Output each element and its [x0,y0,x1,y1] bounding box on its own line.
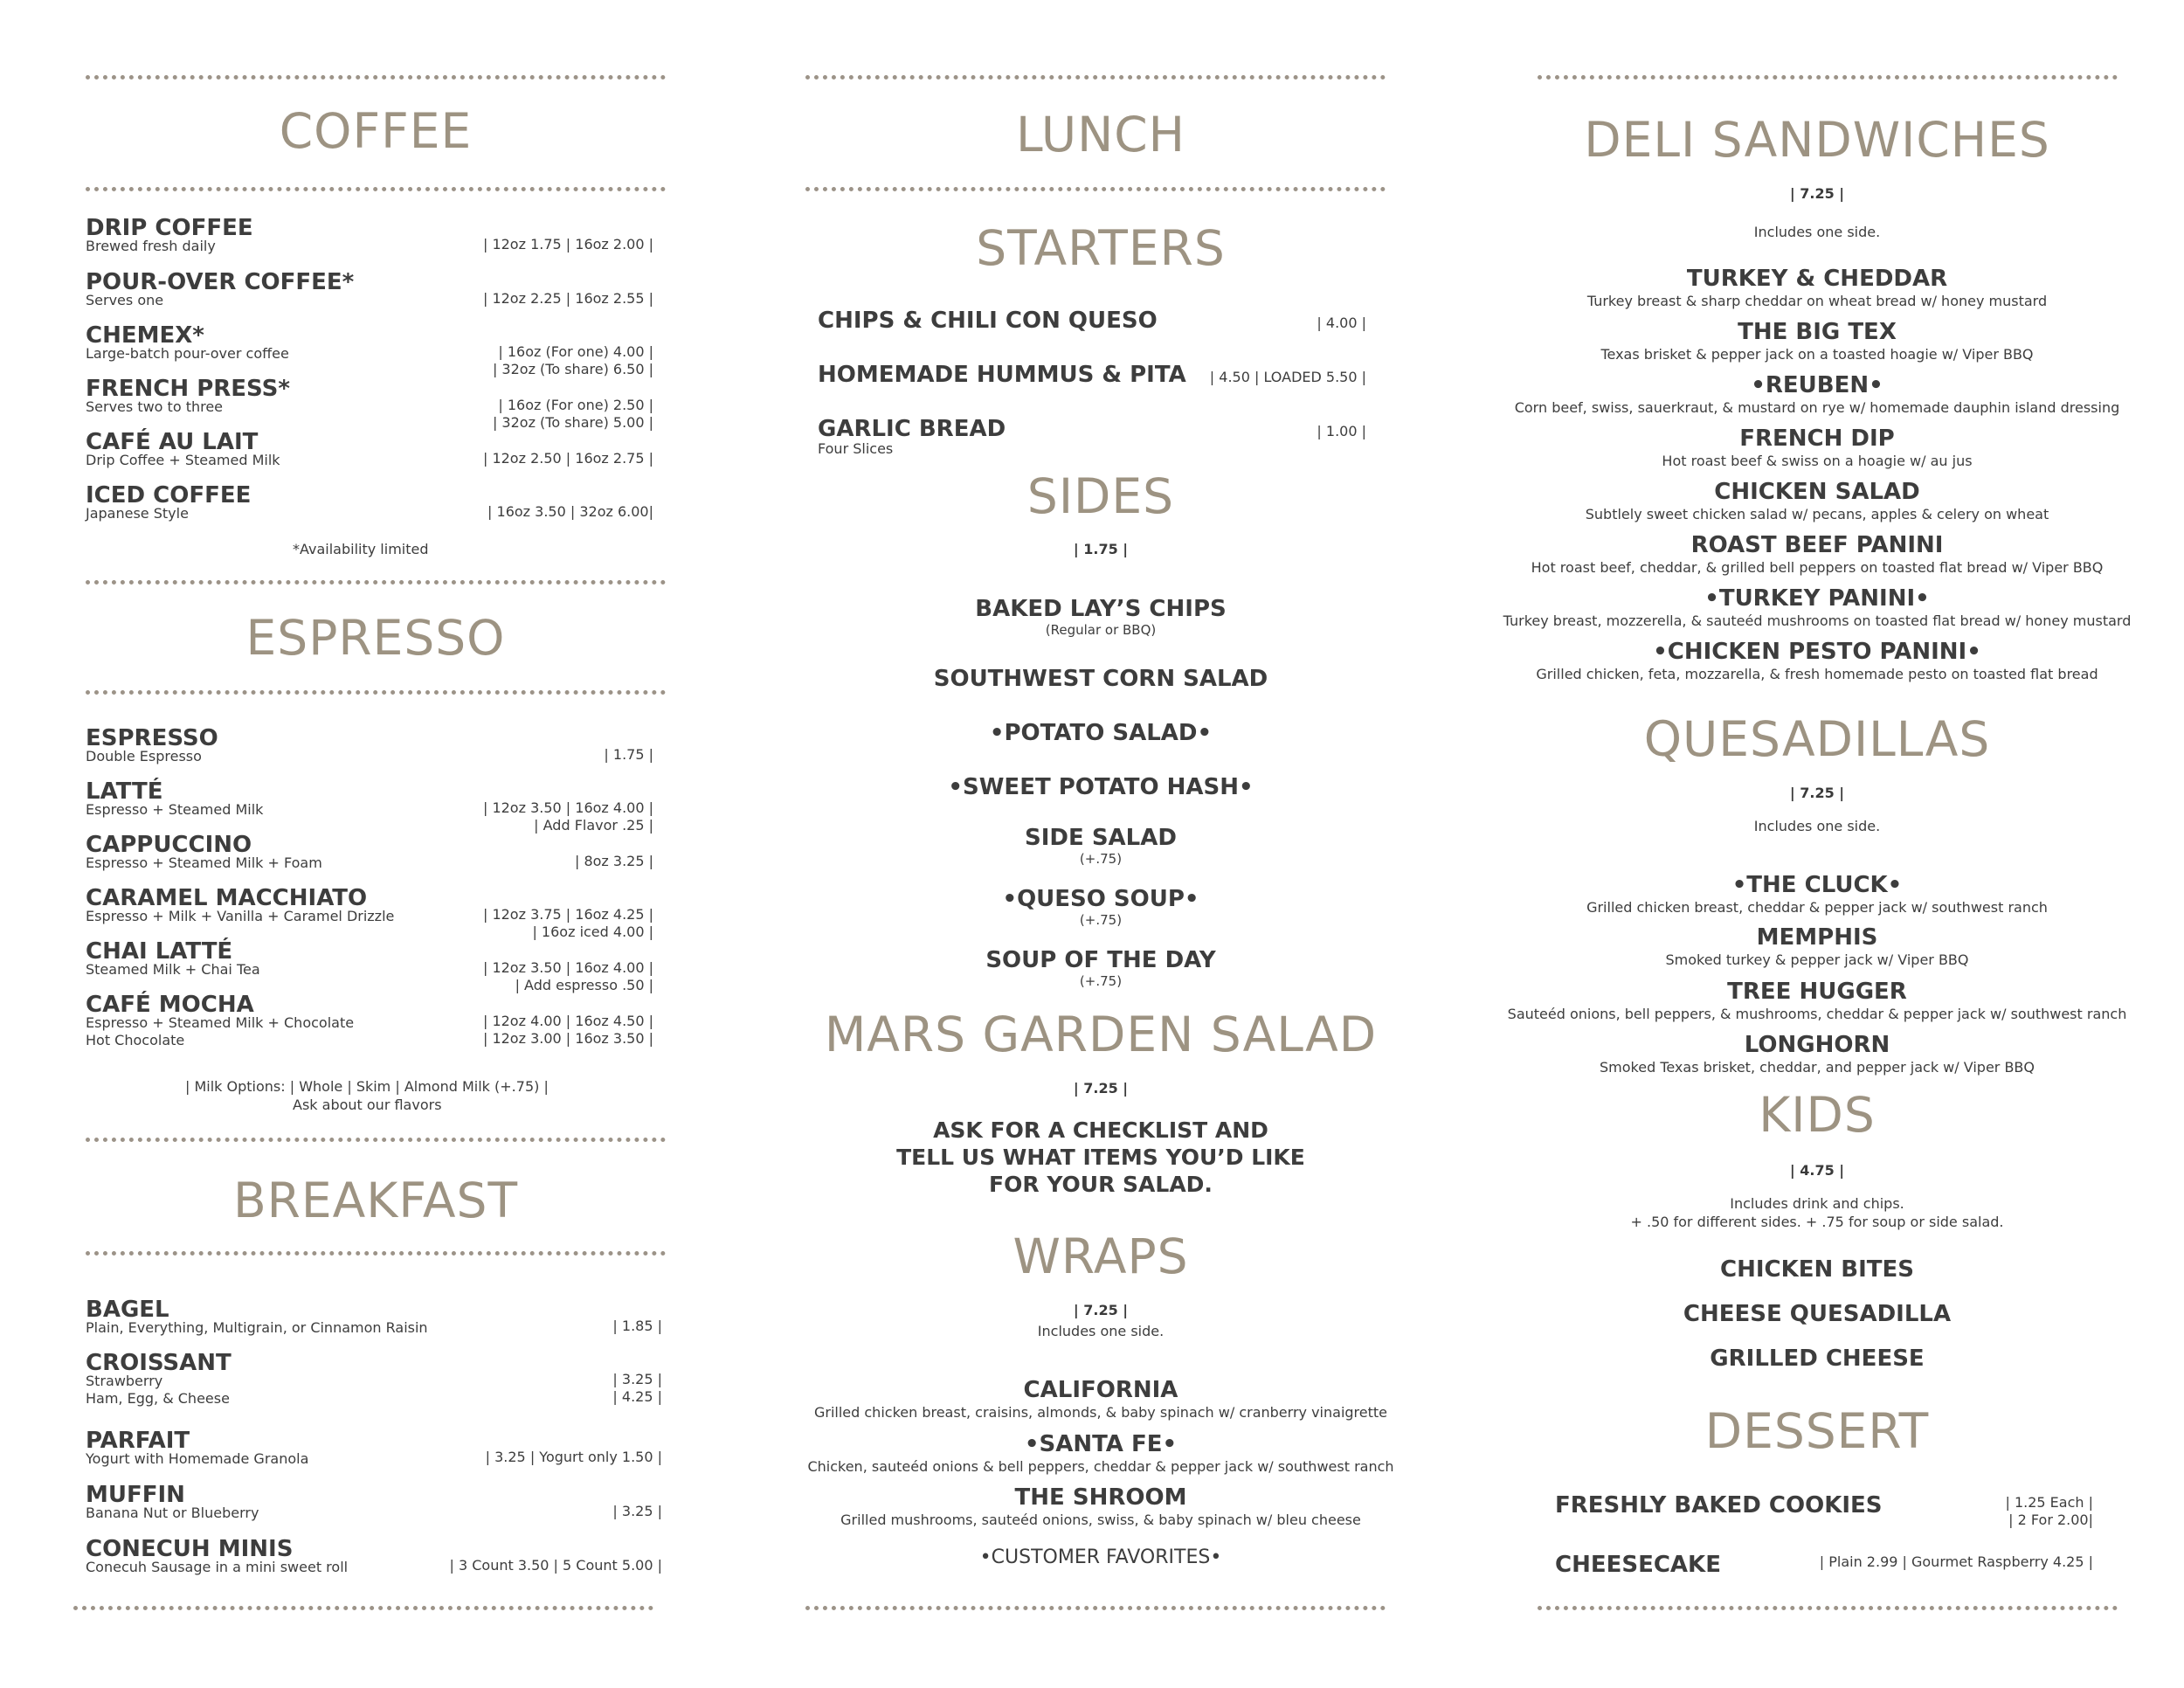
garden-salad-instructions [805,1117,1396,1198]
menu-item [80,993,671,1055]
menu-item [80,727,671,788]
item-description: Espresso + Steamed Milk + Chocolate [86,1014,355,1031]
item-description: Hot roast beef, cheddar, & grilled bell peppers on toasted flat bread w/ Viper BBQ [1531,559,2104,576]
item-name: THE SHROOM [1014,1484,1187,1511]
sides-title: SIDES [1026,468,1175,524]
item-description: Large-batch pour-over coffee [86,345,289,362]
lunch-title: LUNCH [1015,107,1186,163]
item-description: Banana Nut or Blueberry [86,1505,259,1521]
dotted-divider [86,187,666,191]
item-name: •SWEET POTATO HASH• [948,774,1254,800]
menu-item [805,418,1396,470]
kids-sides-note: + .50 for different sides. + .75 for soup or side salad. [1630,1214,2004,1230]
flavors-note: Ask about our flavors [293,1097,442,1113]
item-description: (+.75) [1079,973,1123,989]
item-description: (Regular or BBQ) [1045,622,1157,638]
menu-item [1485,321,2149,370]
item-name: •POTATO SALAD• [989,720,1213,746]
dotted-divider [1538,75,2118,80]
item-name: PARFAIT [86,1428,190,1454]
item-name: CHAI LATTÉ [86,938,233,965]
menu-item [1485,640,2149,689]
menu-item [80,1352,671,1413]
wraps-side-note: Includes one side. [1037,1323,1165,1339]
dotted-divider [86,1138,666,1142]
item-name: CAFÉ MOCHA [86,992,254,1018]
breakfast-title: BREAKFAST [232,1173,519,1228]
item-price: | 3 Count 3.50 | 5 Count 5.00 | [449,1557,662,1574]
item-price: | 12oz 3.75 | 16oz 4.25 | [482,906,653,923]
item-price: | 4.00 | [1317,315,1366,331]
item-name: SIDE SALAD [1025,825,1177,851]
item-name: CAFÉ AU LAIT [86,429,259,455]
dotted-divider [86,580,666,585]
item-name: GARLIC BREAD [818,416,1006,442]
item-name: CHEMEX* [86,322,204,349]
dotted-divider [805,75,1386,80]
dessert-title: DESSERT [1704,1403,1930,1459]
menu-item [805,363,1396,416]
item-price: | 8oz 3.25 | [574,853,653,869]
item-price: | 16oz iced 4.00 | [532,924,653,940]
menu-item [1485,374,2149,423]
kids-item: GRILLED CHEESE [1710,1346,1925,1372]
menu-item [805,1433,1396,1482]
item-price: | 1.25 Each | [2005,1494,2093,1511]
item-description: (+.75) [1079,912,1123,928]
garden-salad-title: MARS GARDEN SALAD [824,1007,1378,1062]
sides-price: | 1.75 | [1073,541,1129,557]
item-name: MUFFIN [86,1482,185,1508]
item-name: TREE HUGGER [1727,979,1907,1005]
item-description: Espresso + Steamed Milk + Foam [86,854,322,871]
item-description: Texas brisket & pepper jack on a toasted hoagie w/ Viper BBQ [1600,346,2034,363]
dotted-divider [86,75,666,80]
item-price: | Plain 2.99 | Gourmet Raspberry 4.25 | [1819,1553,2093,1570]
menu-item [1485,926,2149,975]
item-name: •QUESO SOUP• [1002,886,1199,912]
kids-item: CHICKEN BITES [1719,1256,1915,1283]
item-name: CONECUH MINIS [86,1536,294,1562]
quesadillas-side-note: Includes one side. [1753,818,1881,834]
item-price: | Add espresso .50 | [515,977,653,993]
item-description: Conecuh Sausage in a mini sweet roll [86,1559,349,1575]
item-description: Espresso + Steamed Milk [86,801,264,818]
item-name: •TURKEY PANINI• [1704,585,1930,612]
dotted-divider [805,187,1386,191]
item-price: | 12oz 2.50 | 16oz 2.75 | [482,450,653,467]
item-name: CHIPS & CHILI CON QUESO [818,308,1158,334]
item-description: Four Slices [818,440,894,457]
item-description: Grilled chicken breast, cheddar & pepper jack w/ southwest ranch [1586,899,2048,916]
item-price: | 2 For 2.00| [2008,1512,2093,1528]
menu-item [805,776,1396,820]
kids-title: KIDS [1759,1087,1876,1143]
item-name: POUR-OVER COFFEE* [86,269,355,295]
item-name: CAPPUCCINO [86,832,252,858]
item-name: ICED COFFEE [86,482,252,508]
menu-item [805,722,1396,765]
dotted-divider [805,1606,1386,1610]
item-name: FRENCH DIP [1739,425,1895,452]
deli-price: | 7.25 | [1789,185,1845,202]
item-description: Double Espresso [86,748,202,764]
item-name: CARAMEL MACCHIATO [86,885,368,911]
deli-sandwiches-title: DELI SANDWICHES [1584,112,2050,168]
dotted-divider [86,690,666,695]
item-price: | 3.25 | [612,1503,662,1519]
item-name: ROAST BEEF PANINI [1690,532,1944,558]
item-price: | 1.75 | [604,746,653,763]
menu-item [805,668,1396,711]
item-description: Hot Chocolate [86,1032,185,1048]
availability-note: *Availability limited [293,541,429,557]
item-description: Grilled chicken, feta, mozzarella, & fresh homemade pesto on toasted flat bread [1536,666,2098,682]
menu-item [1485,481,2149,529]
item-name: MEMPHIS [1756,924,1878,951]
dotted-divider [1538,1606,2118,1610]
item-price: | 3.25 | [612,1371,662,1387]
item-description: Strawberry [86,1373,163,1389]
menu-item [1485,1494,2149,1538]
milk-options-note: | Milk Options: | Whole | Skim | Almond Milk (+.75) | [185,1078,549,1095]
menu-item [80,484,671,545]
item-description: Serves two to three [86,398,224,415]
item-price: | 4.50 | LOADED 5.50 | [1209,369,1366,385]
menu-item [1485,1034,2149,1083]
menu-item [805,309,1396,362]
menu-item [805,888,1396,931]
item-description: Grilled mushrooms, sauteéd onions, swiss, & baby spinach w/ bleu cheese [840,1512,1361,1528]
espresso-title: ESPRESSO [245,610,506,666]
item-price: | 12oz 3.00 | 16oz 3.50 | [482,1030,653,1047]
item-name: •THE CLUCK• [1731,872,1903,898]
salad-instruction-line: TELL US WHAT ITEMS YOU’D LIKE [896,1145,1305,1170]
wraps-title: WRAPS [1013,1228,1189,1284]
item-name: BAKED LAY’S CHIPS [975,596,1227,622]
menu-item [1485,980,2149,1029]
item-name: CROISSANT [86,1350,232,1376]
coffee-espresso-breakfast-column [80,0,671,1688]
coffee-title: COFFEE [279,103,473,159]
starters-title: STARTERS [976,220,1226,276]
item-description: Grilled chicken breast, craisins, almonds, & baby spinach w/ cranberry vinaigrette [813,1404,1387,1421]
dotted-divider [86,1251,666,1256]
item-name: CHEESECAKE [1555,1552,1721,1578]
menu-item [805,598,1396,641]
item-description: Brewed fresh daily [86,238,216,254]
item-name: SOUTHWEST CORN SALAD [933,666,1268,692]
menu-item [1485,1553,2149,1597]
item-price: | 16oz 3.50 | 32oz 6.00| [487,503,653,520]
menu-item [805,949,1396,993]
menu-item [805,1486,1396,1535]
item-description: Turkey breast & sharp cheddar on wheat bread w/ honey mustard [1586,293,2048,309]
kids-item: CHEESE QUESADILLA [1683,1301,1952,1327]
menu-item [1485,874,2149,923]
item-name: HOMEMADE HUMMUS & PITA [818,362,1186,388]
item-description: Subtlely sweet chicken salad w/ pecans, apples & celery on wheat [1585,506,2049,522]
lunch-column [805,0,1396,1688]
menu-item [805,827,1396,870]
kids-price: | 4.75 | [1789,1162,1845,1179]
item-description: Espresso + Milk + Vanilla + Caramel Drizzle [86,908,395,924]
item-price: | 12oz 3.50 | 16oz 4.00 | [482,799,653,816]
item-name: FRENCH PRESS* [86,376,290,402]
item-price: | 1.00 | [1317,423,1366,439]
quesadillas-title: QUESADILLAS [1643,711,1991,767]
item-description: Japanese Style [86,505,189,522]
item-price: | 4.25 | [612,1388,662,1405]
wraps-price: | 7.25 | [1073,1302,1129,1318]
item-price: | 32oz (To share) 6.50 | [492,361,653,377]
item-description: Smoked turkey & pepper jack w/ Viper BBQ [1665,951,1969,968]
item-description: Corn beef, swiss, sauerkraut, & mustard on rye w/ homemade dauphin island dressing [1514,399,2120,416]
item-name: FRESHLY BAKED COOKIES [1555,1492,1883,1519]
item-description: Chicken, sauteéd onions & bell peppers, cheddar & pepper jack w/ southwest ranch [807,1458,1394,1475]
item-description: Serves one [86,292,164,308]
menu-item [80,1538,671,1599]
item-name: TURKEY & CHEDDAR [1686,266,1948,292]
dotted-divider [73,1606,653,1610]
customer-favorites-note: •CUSTOMER FAVORITES• [979,1546,1222,1568]
menu-item [1485,534,2149,583]
quesadillas-price: | 7.25 | [1789,785,1845,801]
item-price: | 16oz (For one) 2.50 | [498,397,653,413]
deli-side-note: Includes one side. [1753,224,1881,240]
item-name: THE BIG TEX [1738,319,1897,345]
sandwiches-column [1485,0,2149,1688]
menu-item [1485,587,2149,636]
item-price: | 12oz 4.00 | 16oz 4.50 | [482,1013,653,1029]
salad-instruction-line: ASK FOR A CHECKLIST AND [933,1117,1268,1143]
item-description: Sauteéd onions, bell peppers, & mushrooms, cheddar & pepper jack w/ southwest ranch [1507,1006,2127,1022]
item-description: Drip Coffee + Steamed Milk [86,452,280,468]
item-description: Yogurt with Homemade Granola [86,1450,309,1467]
menu-item [1485,267,2149,316]
item-name: SOUP OF THE DAY [985,947,1216,973]
item-description: (+.75) [1079,851,1123,867]
item-description: Plain, Everything, Multigrain, or Cinnamon Raisin [86,1319,428,1336]
item-price: | 1.85 | [612,1318,662,1334]
garden-salad-price: | 7.25 | [1073,1080,1129,1097]
item-name: •CHICKEN PESTO PANINI• [1653,639,1981,665]
item-name: CHICKEN SALAD [1714,479,1920,505]
item-name: BAGEL [86,1297,169,1323]
menu-item [1485,427,2149,476]
item-description: Turkey breast, mozzerella, & sauteéd mushrooms on toasted flat bread w/ honey mustard [1503,612,2132,629]
item-name: •REUBEN• [1751,372,1883,398]
item-price: | 12oz 3.50 | 16oz 4.00 | [482,959,653,976]
item-price: | 32oz (To share) 5.00 | [492,414,653,431]
item-price: | Add Flavor .25 | [534,817,653,834]
item-name: LONGHORN [1744,1032,1890,1058]
item-name: DRIP COFFEE [86,215,253,241]
item-name: LATTÉ [86,778,163,805]
item-description: Ham, Egg, & Cheese [86,1390,230,1407]
salad-instruction-line: FOR YOUR SALAD. [989,1172,1213,1197]
item-description: Hot roast beef & swiss on a hoagie w/ au jus [1662,453,1973,469]
item-description: Smoked Texas brisket, cheddar, and pepper jack w/ Viper BBQ [1600,1059,2035,1076]
menu-item [805,1379,1396,1428]
kids-note: Includes drink and chips. [1730,1195,1904,1212]
item-price: | 3.25 | Yogurt only 1.50 | [485,1449,662,1465]
item-name: ESPRESSO [86,725,218,751]
item-description: Steamed Milk + Chai Tea [86,961,260,978]
item-price: | 16oz (For one) 4.00 | [498,343,653,360]
item-price: | 12oz 1.75 | 16oz 2.00 | [482,236,653,253]
item-price: | 12oz 2.25 | 16oz 2.55 | [482,290,653,307]
item-name: CALIFORNIA [1023,1377,1178,1403]
item-name: •SANTA FE• [1024,1431,1178,1457]
